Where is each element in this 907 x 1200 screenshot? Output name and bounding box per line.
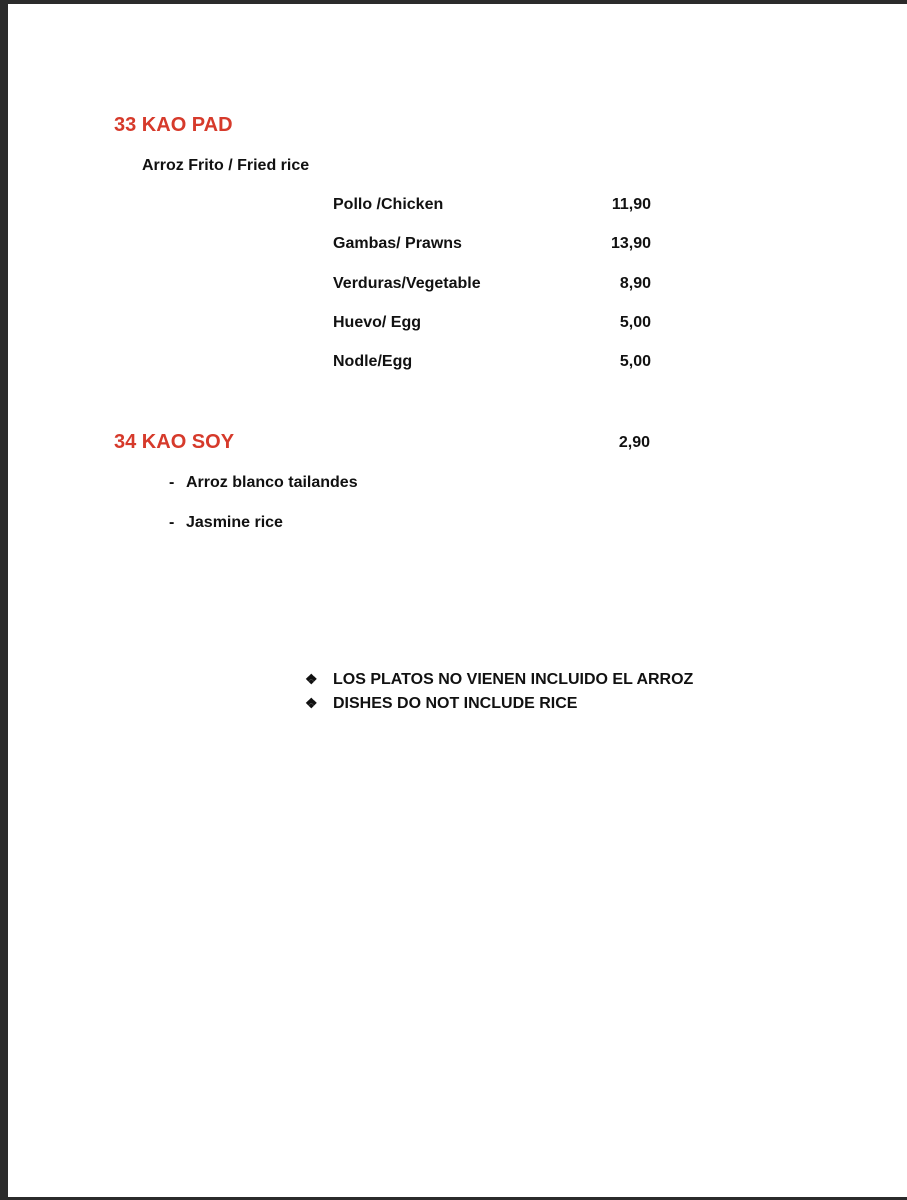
menu-item-row: [333, 195, 651, 215]
note-line: [305, 693, 577, 714]
section-subtitle-fried-rice: Arroz Frito / Fried rice: [142, 157, 310, 174]
menu-item-name: Verduras/Vegetable: [333, 275, 481, 292]
menu-item-price: 13,90: [610, 235, 651, 252]
menu-page: [8, 4, 907, 1197]
menu-item-price: 11,90: [611, 196, 651, 213]
bullet-item: [169, 513, 283, 533]
section-price-kao-soy: 2,90: [618, 434, 650, 451]
diamond-bullet-icon: ❖: [305, 671, 318, 687]
section-title-kao-pad: 33 KAO PAD: [114, 114, 233, 136]
menu-item-row: [333, 234, 651, 254]
note-text: DISHES DO NOT INCLUDE RICE: [333, 695, 578, 712]
menu-item-name: Huevo/ Egg: [333, 314, 422, 331]
diamond-bullet-icon: ❖: [305, 695, 318, 711]
menu-item-price: 5,00: [619, 353, 651, 370]
menu-item-name: Nodle/Egg: [333, 353, 413, 370]
note-text: LOS PLATOS NO VIENEN INCLUIDO EL ARROZ: [333, 671, 694, 688]
bullet-text: Arroz blanco tailandes: [186, 474, 358, 491]
menu-item-row: [333, 313, 651, 333]
menu-item-row: [333, 352, 651, 372]
section-title-kao-soy: 34 KAO SOY: [114, 431, 235, 453]
menu-item-price: 5,00: [619, 314, 651, 331]
bullet-dash: -: [169, 474, 175, 491]
note-line: [305, 669, 693, 690]
menu-item-name: Gambas/ Prawns: [333, 235, 462, 252]
bullet-text: Jasmine rice: [186, 514, 283, 531]
menu-item-price: 8,90: [619, 275, 651, 292]
bullet-item: [169, 473, 358, 493]
menu-item-row: [333, 274, 651, 294]
bullet-dash: -: [169, 514, 175, 531]
menu-item-name: Pollo /Chicken: [333, 196, 444, 213]
